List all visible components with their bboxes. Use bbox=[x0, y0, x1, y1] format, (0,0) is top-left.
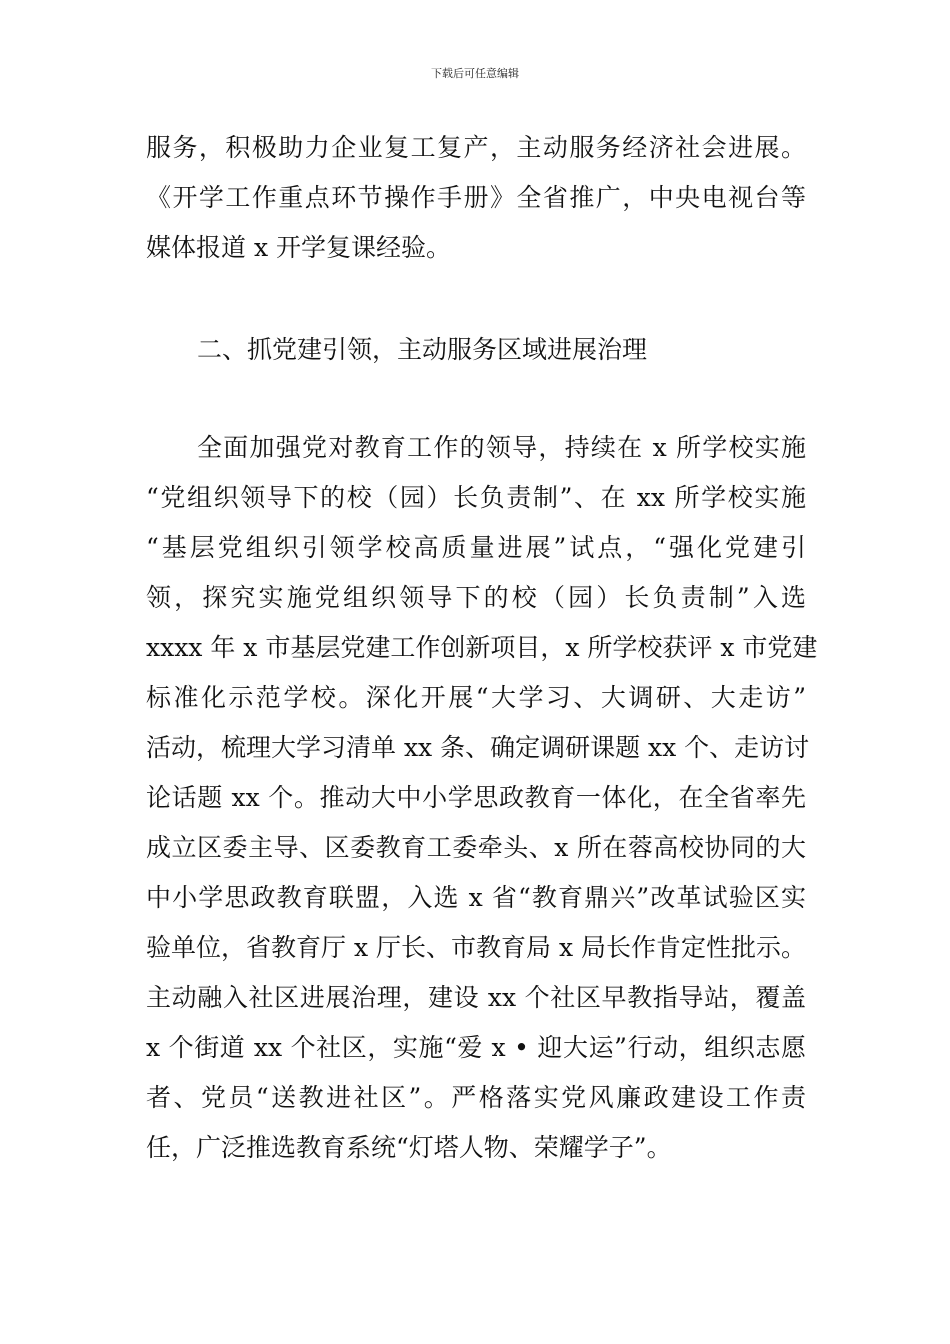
body-line: “基层党组织引领学校高质量进展”试点，“强化党建引 bbox=[146, 533, 806, 562]
body-line: xxxx 年 x 市基层党建工作创新项目，x 所学校获评 x 市党建 bbox=[146, 633, 818, 662]
body-line: 全面加强党对教育工作的领导，持续在 x 所学校实施 bbox=[197, 433, 806, 462]
header-note: 下载后可任意编辑 bbox=[431, 67, 519, 80]
body-line: 者、党员“送教进社区”。严格落实党风廉政建设工作责 bbox=[146, 1083, 806, 1112]
intro-line: 《开学工作重点环节操作手册》全省推广，中央电视台等 bbox=[146, 183, 806, 212]
body-line: 活动，梳理大学习清单 xx 条、确定调研课题 xx 个、走访讨 bbox=[146, 733, 810, 762]
intro-line: 服务，积极助力企业复工复产，主动服务经济社会进展。 bbox=[146, 133, 806, 162]
body-line: 验单位，省教育厅 x 厅长、市教育局 x 局长作肯定性批示。 bbox=[146, 933, 806, 962]
body-line: “党组织领导下的校（园）长负责制”、在 xx 所学校实施 bbox=[146, 483, 806, 512]
section-heading: 二、抓党建引领，主动服务区域进展治理 bbox=[197, 335, 648, 364]
intro-line: 媒体报道 x 开学复课经验。 bbox=[146, 233, 451, 262]
body-line: 主动融入社区进展治理，建设 xx 个社区早教指导站，覆盖 bbox=[146, 983, 806, 1012]
body-line: 成立区委主导、区委教育工委牵头、x 所在蓉高校协同的大 bbox=[146, 833, 806, 862]
body-line: 中小学思政教育联盟，入选 x 省“教育鼎兴”改革试验区实 bbox=[146, 883, 806, 912]
body-line: 任，广泛推选教育系统“灯塔人物、荣耀学子”。 bbox=[146, 1133, 672, 1162]
body-line: 论话题 xx 个。推动大中小学思政教育一体化，在全省率先 bbox=[146, 783, 806, 812]
body-line: x 个街道 xx 个社区，实施“爱 x • 迎大运”行动，组织志愿 bbox=[146, 1033, 806, 1062]
body-line: 标准化示范学校。深化开展“大学习、大调研、大走访” bbox=[146, 683, 806, 712]
body-line: 领，探究实施党组织领导下的校（园）长负责制”入选 bbox=[146, 583, 806, 612]
